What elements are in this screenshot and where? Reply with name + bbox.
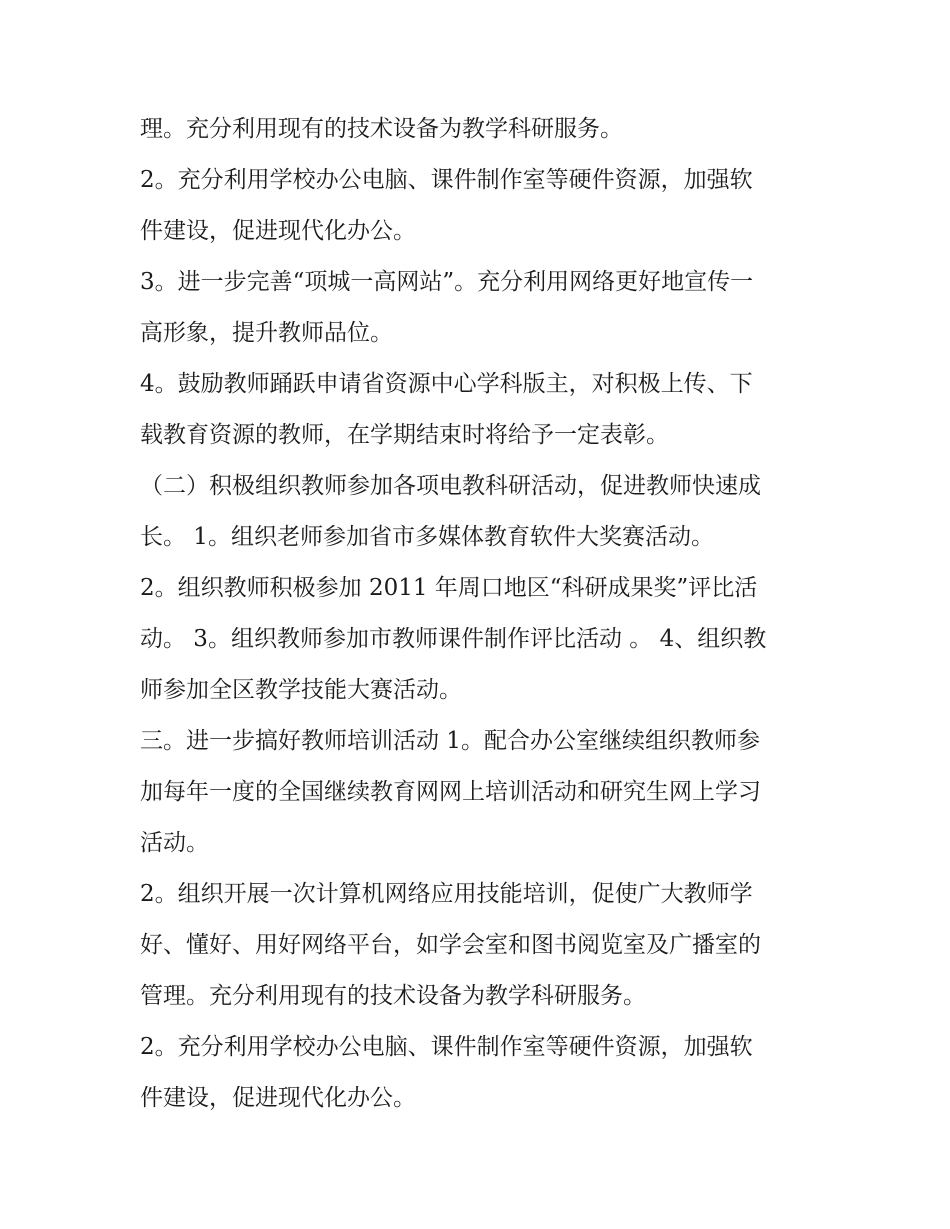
text-line: 加每年一度的全国继续教育网网上培训活动和研究生网上学习 (140, 779, 761, 805)
text-line: 好、懂好、用好网络平台，如学会室和图书阅览室及广播室的 (140, 932, 761, 958)
text-line: 高形象，提升教师品位。 (140, 320, 393, 346)
text-line: 长。 1。组织老师参加省市多媒体教育软件大奖赛活动。 (140, 524, 714, 550)
text-line: 件建设，促进现代化办公。 (140, 218, 416, 244)
text-line: 2。充分利用学校办公电脑、课件制作室等硬件资源，加强软 (140, 1034, 753, 1060)
text-line: 理。充分利用现有的技术设备为教学科研服务。 (140, 116, 623, 142)
document-body (140, 108, 820, 1128)
text-line: （二）积极组织教师参加各项电教科研活动，促进教师快速成 (140, 473, 761, 499)
text-line: 管理。充分利用现有的技术设备为教学科研服务。 (140, 983, 646, 1009)
text-line: 2。组织开展一次计算机网络应用技能培训，促使广大教师学 (140, 881, 753, 907)
text-line: 载教育资源的教师，在学期结束时将给予一定表彰。 (140, 422, 669, 448)
text-line: 3。进一步完善“项城一高网站”。充分利用网络更好地宣传一 (140, 269, 754, 295)
text-line: 动。 3。组织教师参加市教师课件制作评比活动 。 4、组织教 (140, 626, 767, 652)
text-line: 2。组织教师积极参加 2011 年周口地区“科研成果奖”评比活 (140, 575, 758, 601)
text-line: 活动。 (140, 830, 209, 856)
text-line: 件建设，促进现代化办公。 (140, 1085, 416, 1111)
text-line: 2。充分利用学校办公电脑、课件制作室等硬件资源，加强软 (140, 167, 753, 193)
text-line: 三。进一步搞好教师培训活动 1。配合办公室继续组织教师参 (140, 728, 760, 754)
text-line: 师参加全区教学技能大赛活动。 (140, 677, 462, 703)
text-line: 4。鼓励教师踊跃申请省资源中心学科版主，对积极上传、下 (140, 371, 753, 397)
